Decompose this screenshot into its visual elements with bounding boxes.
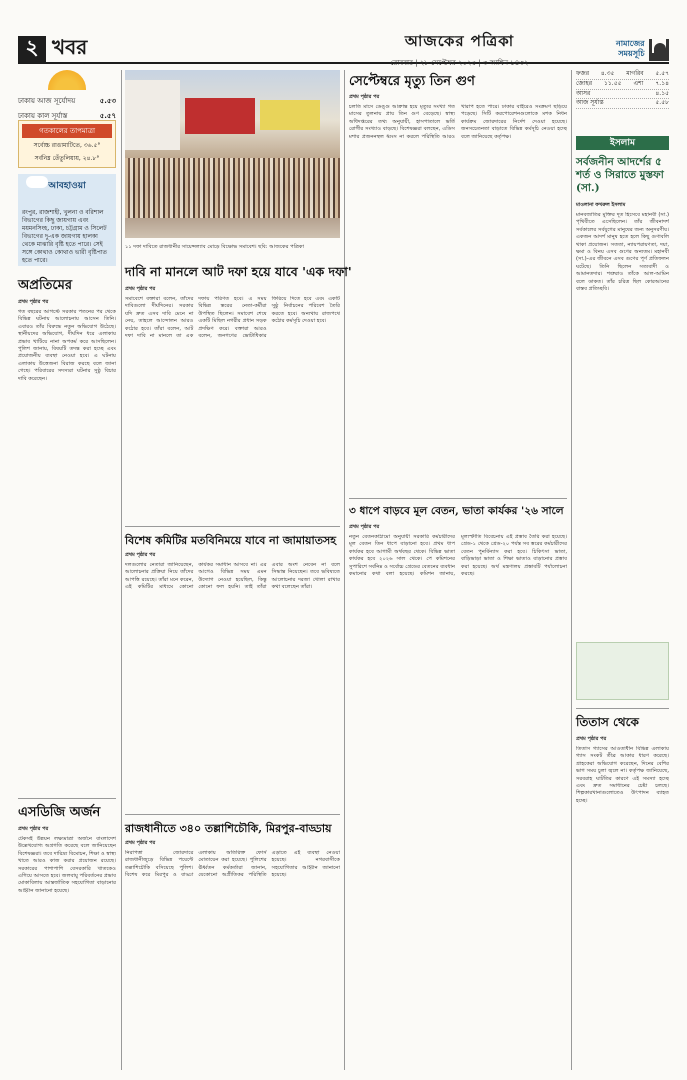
prayer-row: জোহর ১১.৫৫ এশা ৭.১৪	[576, 80, 669, 90]
photo-caption: ১১ দফা দাবিতে রাজধানীর সায়েন্সল্যাব মোড়ে বিক্ষোভ সমাবেশ। ছবি: আজকের পত্রিকা	[125, 244, 305, 250]
article-left-2	[18, 798, 116, 1080]
weather-box	[18, 174, 116, 266]
article-kicker: প্রথম পৃষ্ঠার পর	[576, 736, 607, 742]
prayer-row: আসর ৪.১৫	[576, 90, 669, 100]
article-mid-2	[125, 550, 340, 812]
cloud-icon	[26, 176, 48, 188]
article-mid-1	[125, 284, 340, 532]
headline-salary: ৩ ধাপে বাড়বে মূল বেতন, ভাতা কার্যকর '২৬ সালে	[349, 505, 564, 517]
column-rule	[571, 70, 572, 1070]
temperature-min: সর্বনিম্ন তেঁতুলিয়ায়, ২৪.৮°	[34, 155, 100, 162]
article-kicker: প্রথম পৃষ্ঠার পর	[349, 94, 380, 100]
article-kicker: প্রথম পৃষ্ঠার পর	[125, 552, 156, 558]
article-body: দলগুলোর নেতারা জানিয়েছেন, আলোচনার প্রক্রিয়া নিয়ে তাঁদের আপত্তি রয়েছে। তাঁরা মনে করেন, এই কমিটির মাধ্যমে কোনো কার্যকর সমাধান আসবে না। এর আগেও বিভিন্ন সময় এমন উদ্যোগ নেওয়া হয়েছিল, কিন্তু কোনো ফল হয়নি। তাই তাঁরা এবার অংশ নেবেন না বলে সিদ্ধান্ত নিয়েছেন। তবে ভবিষ্যতে আলোচনার দরজা খোলা রাখার কথা বলেছেন তাঁরা।	[125, 562, 340, 591]
article-c3-1	[349, 92, 567, 504]
page-section-label	[18, 36, 128, 62]
temperature-max: সর্বোচ্চ রাঙামাটিতে, ৩৬.৫°	[33, 142, 101, 149]
left-column	[18, 70, 116, 1080]
islam-section-header: ইসলাম	[576, 136, 669, 150]
newspaper-brand	[328, 30, 591, 69]
weather-header: আবহাওয়া	[48, 181, 86, 191]
page-number: ২	[18, 36, 46, 62]
article-body: নতুন বেতনকাঠামো অনুযায়ী সরকারি কর্মচারীদের মূল বেতন তিন ধাপে বাড়ানো হবে। প্রথম ধাপ কার্যকর হবে আগামী অর্থবছর থেকে। বিভিন্ন ভাতা কার্যকর হবে ২০২৬ সাল থেকে। পে কমিশনের সুপারিশে সর্বনিম্ন ও সর্বোচ্চ গ্রেডের বেতনের ব্যবধান কমানোর কথা বলা হয়েছে। কমিশন জানায়, মূল্যস্ফীতি বিবেচনায় এই প্রস্তাব তৈরি করা হয়েছে। গ্রেড-১ থেকে গ্রেড-২০ পর্যন্ত সব স্তরের কর্মচারীদের বেতন পুনর্বিন্যাস করা হবে। চিকিৎসা ভাতা, বাড়িভাড়া ভাতা ও শিক্ষা ভাতাও বাড়ানোর প্রস্তাব করা হয়েছে। অর্থ মন্ত্রণালয় প্রস্তাবটি পর্যালোচনা করছে।	[349, 534, 567, 578]
article-title: অপ্রতিমের	[18, 278, 73, 293]
article-body: মানবজাতির মুক্তির দূত হিসেবে মহানবী (সা.) পৃথিবীতে এসেছিলেন। তাঁর জীবনাদর্শ সর্বকালের সর্বযুগের মানুষের জন্য অনুসরণীয়। একজন আদর্শ মানুষ হতে হলে কিছু গুণাবলি থাকা প্রয়োজন। সততা, ন্যায়পরায়ণতা, দয়া, ক্ষমা ও বিনয় এসব গুণের অন্যতম। মহানবী (সা.)-এর জীবনে এসব গুণের পূর্ণ প্রতিফলন ঘটেছে। তিনি ছিলেন সত্যবাদী ও আমানতদার। শত্রুরাও তাঁকে আল-আমিন বলে ডাকত। তাঁর চরিত্র ছিল কোরআনের বাস্তব প্রতিচ্ছবি।	[576, 212, 669, 293]
sun-icon	[48, 70, 86, 90]
mosque-icon	[649, 37, 669, 61]
article-kicker: প্রথম পৃষ্ঠার পর	[125, 286, 156, 292]
article-c4-1	[576, 200, 669, 648]
headline-main: দাবি না মানলে আট দফা হয়ে যাবে 'এক দফা'	[125, 264, 352, 279]
prayer-times-table	[576, 70, 669, 109]
article-mid-3	[125, 838, 340, 1080]
article-body: সমাবেশে বক্তারা বলেন, তাঁদের দাবিগুলো দীর্ঘদিনের। সরকার যদি দ্রুত এসব দাবি মেনে না নেয়, তাহলে আন্দোলন আরও কঠোর হবে। তাঁরা বলেন, আট দফা দাবি না মানলে তা এক দফায় পরিণত হবে। এ সময় বিভিন্ন স্তরের নেতা-কর্মীরা উপস্থিত ছিলেন। সমাবেশ শেষে একটি মিছিল নগরীর প্রধান সড়ক প্রদক্ষিণ করে। বক্তারা আরও বলেন, জনগণের ভোটাধিকার ফিরিয়ে দিতে হবে এবং একটি সুষ্ঠু নির্বাচনের পরিবেশ তৈরি করতে হবে। অন্যথায় রাজপথে কঠোর কর্মসূচি দেওয়া হবে।	[125, 296, 340, 340]
article-kicker: প্রথম পৃষ্ঠার পর	[18, 826, 49, 832]
headline-dengue: সেপ্টেম্বরে মৃত্যু তিন গুণ	[349, 74, 475, 89]
masthead	[18, 31, 669, 67]
newspaper-logo: আজকের পত্রিকা	[404, 31, 515, 50]
highlight-box	[576, 642, 669, 700]
headline-committee: বিশেষ কমিটির মতবিনিময়ে যাবে না জামায়াতসহ	[125, 534, 337, 547]
article-body: নিরাপত্তা জোরদারে রাজধানীজুড়ে বিভিন্ন পয়েন্টে তল্লাশিচৌকি বসিয়েছে পুলিশ। বিশেষ করে মিরপুর ও বাড্ডা এলাকায় অতিরিক্ত ফোর্স মোতায়েন করা হয়েছে। পুলিশের ঊর্ধ্বতন কর্মকর্তারা জানান, যেকোনো অপ্রীতিকর পরিস্থিতি এড়াতে এই ব্যবস্থা নেওয়া হয়েছে। নগরবাসীকে সহযোগিতার আহ্বান জানানো হয়েছে।	[125, 850, 340, 879]
sunset-time: ৫.৫৭	[99, 112, 116, 120]
article-kicker: প্রথম পৃষ্ঠার পর	[349, 524, 380, 530]
prayer-row: আজ সূর্যাস্ত ৫.৫৮	[576, 99, 669, 109]
sun-times	[18, 70, 116, 120]
article-kicker: প্রথম পৃষ্ঠার পর	[125, 840, 156, 846]
prayer-header	[591, 36, 669, 62]
article-left-1	[18, 276, 116, 794]
news-photo	[125, 70, 340, 238]
section-name: খবর	[52, 34, 88, 59]
article-author: মাওলানা ফখরুল ইসলাম	[576, 202, 626, 208]
prayer-schedule-title: নামাজের সময়সূচি	[615, 39, 645, 58]
article-body: টেকসই উন্নয়ন লক্ষ্যমাত্রা অর্জনে বাংলাদেশ উল্লেখযোগ্য অগ্রগতি করেছে বলে জানিয়েছেন বিশেষজ্ঞরা। তবে দারিদ্র্য বিমোচন, শিক্ষা ও স্বাস্থ্য খাতে আরও কাজ করার প্রয়োজন রয়েছে। সরকারের পাশাপাশি বেসরকারি খাতকেও এগিয়ে আসতে হবে। জলবায়ু পরিবর্তনের প্রভাব মোকাবিলায় আন্তর্জাতিক সহযোগিতা বাড়ানোর আহ্বান জানানো হয়েছে।	[18, 836, 116, 894]
article-body: চলতি মাসে ডেঙ্গু আক্রান্ত হয়ে মৃত্যুর সংখ্যা গত মাসের তুলনায় প্রায় তিন গুণ বেড়েছে। স্বাস্থ্য অধিদপ্তরের তথ্য অনুযায়ী, হাসপাতালে ভর্তি রোগীর সংখ্যাও বাড়ছে। বিশেষজ্ঞরা বলছেন, এডিস মশার প্রজননস্থল ধ্বংস না করলে পরিস্থিতি আরও খারাপ হতে পারে। ঢাকার বাইরেও সংক্রমণ ছড়িয়ে পড়েছে। সিটি করপোরেশনগুলোকে মশক নিধন কার্যক্রম জোরদারের নির্দেশ দেওয়া হয়েছে। জনসচেতনতা বাড়াতে বিভিন্ন কর্মসূচি নেওয়া হচ্ছে বলে জানিয়েছে কর্তৃপক্ষ।	[349, 104, 567, 140]
sunrise-time: ৫.৫৩	[99, 97, 116, 105]
sunset-label: ঢাকায় কাল সূর্যাস্ত	[18, 112, 68, 120]
temperature-header: গতকালের তাপমাত্রা	[22, 124, 112, 138]
date-line: রোববার | ২৮ সেপ্টেম্বর ২০২৫ | ৩ আশ্বিন ১৪৩২	[390, 58, 529, 67]
prayer-row: ফজর ৪.৩৫ মাগরিব ৫.৫৭	[576, 70, 669, 80]
article-body: তিতাস গ্যাসের আওতাধীন বিভিন্ন এলাকায় গ্যাস সংকট তীব্র আকার ধারণ করেছে। গ্রাহকেরা অভিযোগ করেছেন, দিনের বেশির ভাগ সময় চুলা জ্বলে না। কর্তৃপক্ষ জানিয়েছে, সরবরাহ ঘাটতির কারণে এই সমস্যা হচ্ছে এবং দ্রুত সমাধানের চেষ্টা চলছে। শিল্পকারখানাগুলোতেও উৎপাদন ব্যাহত হচ্ছে।	[576, 746, 669, 804]
weather-text: রংপুর, রাজশাহী, খুলনা ও বরিশাল বিভাগের কিছু জায়গায় এবং ময়মনসিংহ, ঢাকা, চট্টগ্রাম ও সিলেট বিভাগের দু-এক জায়গায় হালকা থেকে মাঝারি বৃষ্টি হতে পারে। সেই সঙ্গে কোথাও কোথাও ভারী বৃষ্টিপাত হতে পারে।	[22, 209, 108, 264]
headline-titas: তিতাস থেকে	[576, 715, 639, 729]
headline-checkpoints: রাজধানীতে ৩৪০ তল্লাশিচৌকি, মিরপুর-বাড্ডায়	[125, 822, 332, 835]
article-c4-2	[576, 734, 669, 1076]
article-title: এসডিজি অর্জন	[18, 805, 101, 820]
temperature-box	[18, 120, 116, 168]
article-body: গত বছরের আগস্টে সরকার পতনের পর থেকে বিভিন্ন ঘটনায় আলোচনায় আসেন তিনি। এবারও তাঁর বিরুদ্ধে নতুন অভিযোগ উঠেছে। স্থানীয়দের অভিযোগ, দীর্ঘদিন ধরে এলাকায় প্রভাব খাটিয়ে নানা অপকর্ম করে আসছিলেন। পুলিশ জানায়, বিষয়টি তদন্ত করা হচ্ছে এবং প্রয়োজনীয় ব্যবস্থা নেওয়া হবে। এ ঘটনায় এলাকায় উত্তেজনা বিরাজ করছে বলে জানা গেছে। পরিবারের সদস্যরা ঘটনার সুষ্ঠু বিচার দাবি করেছেন।	[18, 309, 116, 382]
sunrise-label: ঢাকায় আজ সূর্যোদয়	[18, 97, 76, 105]
headline-seerah: সর্বজনীন আদর্শের ৫ শর্ত ও সিরাতে মুস্তফা (সা.)	[576, 156, 664, 194]
article-c3-2	[349, 522, 567, 1079]
column-rule	[121, 70, 122, 1070]
article-kicker: প্রথম পৃষ্ঠার পর	[18, 299, 49, 305]
column-rule	[344, 70, 345, 1070]
